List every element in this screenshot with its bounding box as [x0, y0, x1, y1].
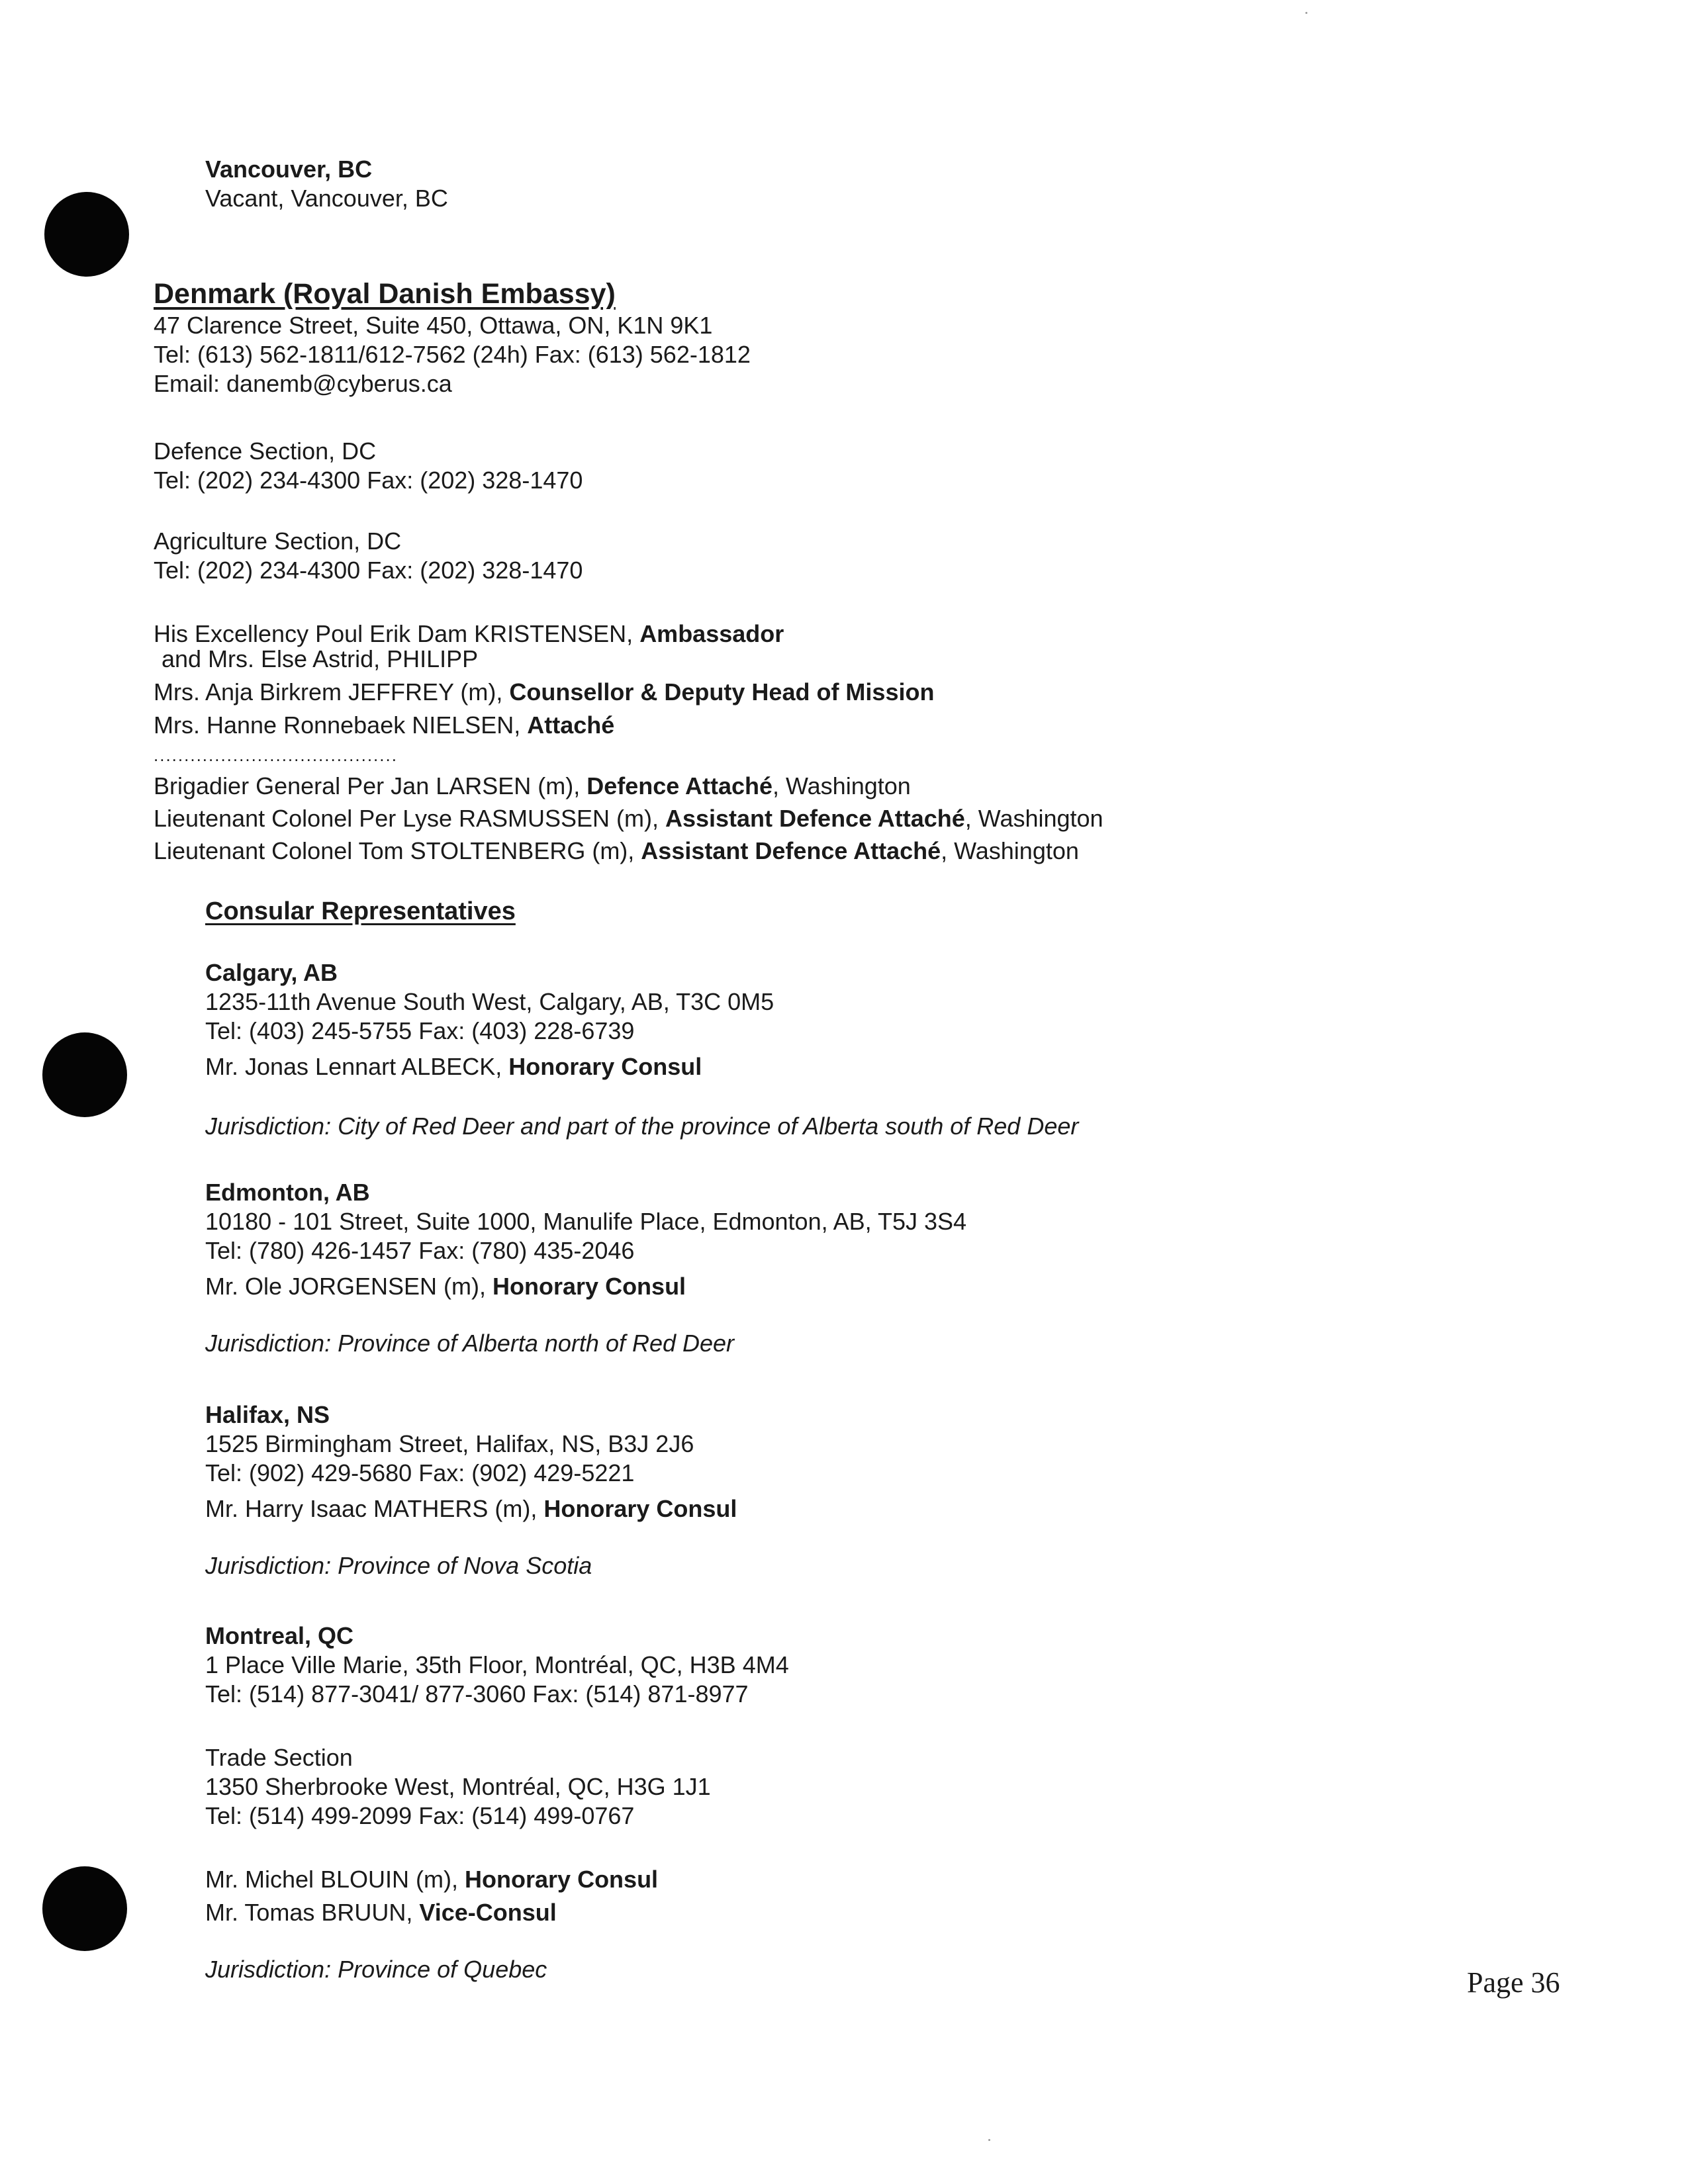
- consul-title: Honorary Consul: [465, 1866, 659, 1893]
- montreal-address: 1 Place Ville Marie, 35th Floor, Montréal, QC, H3B 4M4: [205, 1651, 789, 1678]
- consul-name: Mr. Michel BLOUIN (m),: [205, 1866, 465, 1893]
- vancouver-block: [205, 155, 448, 213]
- consular-heading: Consular Representatives: [205, 897, 516, 925]
- defence-section-block: [154, 437, 583, 495]
- staff-attache: [154, 711, 1103, 740]
- staff-title: Counsellor & Deputy Head of Mission: [509, 678, 935, 705]
- edmonton-block: [205, 1178, 966, 1358]
- embassy-staff-list: [154, 619, 1103, 866]
- staff-title: Attaché: [527, 711, 615, 739]
- halifax-city: Halifax, NS: [205, 1401, 330, 1428]
- montreal-city: Montreal, QC: [205, 1622, 354, 1649]
- montreal-trade-section: Trade Section: [205, 1744, 353, 1771]
- denmark-address: 47 Clarence Street, Suite 450, Ottawa, ON, K1N 9K1: [154, 312, 713, 339]
- edmonton-address: 10180 - 101 Street, Suite 1000, Manulife Place, Edmonton, AB, T5J 3S4: [205, 1208, 967, 1235]
- denmark-tel: Tel: (613) 562-1811/612-7562 (24h) Fax: (613) 562-1812: [154, 341, 751, 368]
- binder-hole-middle: [42, 1032, 127, 1117]
- staff-name: and Mrs. Else Astrid, PHILIPP: [162, 645, 479, 672]
- halifax-tel: Tel: (902) 429-5680 Fax: (902) 429-5221: [205, 1459, 635, 1486]
- defence-section-label: Defence Section, DC: [154, 437, 377, 465]
- attache-row: [154, 837, 1103, 866]
- attache-name: Lieutenant Colonel Tom STOLTENBERG (m),: [154, 837, 641, 864]
- attache-location: , Washington: [964, 805, 1103, 832]
- montreal-trade-tel: Tel: (514) 499-2099 Fax: (514) 499-0767: [205, 1802, 635, 1829]
- consul-name: Mr. Jonas Lennart ALBECK,: [205, 1053, 509, 1080]
- binder-hole-bottom: [42, 1866, 127, 1951]
- edmonton-tel: Tel: (780) 426-1457 Fax: (780) 435-2046: [205, 1237, 635, 1264]
- attache-location: , Washington: [941, 837, 1079, 864]
- consul-name: Mr. Tomas BRUUN,: [205, 1899, 420, 1926]
- attache-row: [154, 804, 1103, 833]
- agriculture-section-label: Agriculture Section, DC: [154, 527, 402, 555]
- calgary-block: [205, 958, 1078, 1141]
- edmonton-jurisdiction: Jurisdiction: Province of Alberta north of Red Deer: [205, 1330, 735, 1357]
- halifax-jurisdiction: Jurisdiction: Province of Nova Scotia: [205, 1552, 592, 1579]
- staff-name: Mrs. Hanne Ronnebaek NIELSEN,: [154, 711, 528, 739]
- consul-title: Honorary Consul: [543, 1495, 737, 1522]
- calgary-consul: [205, 1052, 1078, 1081]
- montreal-jurisdiction: Jurisdiction: Province of Quebec: [205, 1956, 547, 1983]
- defence-section-tel: Tel: (202) 234-4300 Fax: (202) 328-1470: [154, 467, 583, 494]
- montreal-tel: Tel: (514) 877-3041/ 877-3060 Fax: (514) 871-8977: [205, 1680, 749, 1707]
- calgary-jurisdiction: Jurisdiction: City of Red Deer and part of the province of Alberta south of Red Deer: [205, 1113, 1079, 1140]
- montreal-consul: [205, 1865, 789, 1894]
- consul-title: Honorary Consul: [508, 1053, 702, 1080]
- attache-title: Assistant Defence Attaché: [665, 805, 965, 832]
- vancouver-detail: Vacant, Vancouver, BC: [205, 185, 448, 212]
- staff-spouse: [154, 645, 1103, 674]
- attache-name: Brigadier General Per Jan LARSEN (m),: [154, 772, 587, 799]
- calgary-address: 1235-11th Avenue South West, Calgary, AB, T3C 0M5: [205, 988, 774, 1015]
- page-number: Page 36: [1467, 1966, 1560, 1999]
- denmark-title: Denmark (Royal Danish Embassy): [154, 278, 616, 310]
- attache-row: [154, 772, 1103, 801]
- calgary-city: Calgary, AB: [205, 959, 338, 986]
- consul-title: Honorary Consul: [492, 1273, 686, 1300]
- agriculture-section-block: [154, 527, 583, 585]
- denmark-embassy-block: [154, 277, 751, 398]
- attache-name: Lieutenant Colonel Per Lyse RASMUSSEN (m),: [154, 805, 665, 832]
- agriculture-section-tel: Tel: (202) 234-4300 Fax: (202) 328-1470: [154, 557, 583, 584]
- consul-title: Vice-Consul: [419, 1899, 557, 1926]
- consul-name: Mr. Harry Isaac MATHERS (m),: [205, 1495, 544, 1522]
- scan-speck: [988, 2139, 990, 2141]
- staff-title: Ambassador: [639, 620, 784, 647]
- montreal-block: [205, 1621, 789, 1984]
- attache-title: Defence Attaché: [586, 772, 773, 799]
- attache-title: Assistant Defence Attaché: [641, 837, 941, 864]
- halifax-block: [205, 1400, 737, 1580]
- calgary-tel: Tel: (403) 245-5755 Fax: (403) 228-6739: [205, 1017, 635, 1044]
- edmonton-consul: [205, 1272, 966, 1301]
- staff-counsellor: [154, 678, 1103, 707]
- halifax-address: 1525 Birmingham Street, Halifax, NS, B3J 2J6: [205, 1430, 694, 1457]
- montreal-vice-consul: [205, 1898, 789, 1927]
- edmonton-city: Edmonton, AB: [205, 1179, 370, 1206]
- vancouver-city: Vancouver, BC: [205, 156, 373, 183]
- consul-name: Mr. Ole JORGENSEN (m),: [205, 1273, 493, 1300]
- denmark-email: Email: danemb@cyberus.ca: [154, 370, 452, 397]
- montreal-trade-address: 1350 Sherbrooke West, Montréal, QC, H3G 1J1: [205, 1773, 711, 1800]
- scan-speck: [1305, 12, 1307, 14]
- staff-separator: ........................................: [154, 745, 398, 765]
- halifax-consul: [205, 1494, 737, 1524]
- staff-name: His Excellency Poul Erik Dam KRISTENSEN,: [154, 620, 640, 647]
- binder-hole-top: [44, 192, 129, 277]
- attache-location: , Washington: [773, 772, 911, 799]
- staff-name: Mrs. Anja Birkrem JEFFREY (m),: [154, 678, 510, 705]
- consular-heading-block: [205, 896, 516, 927]
